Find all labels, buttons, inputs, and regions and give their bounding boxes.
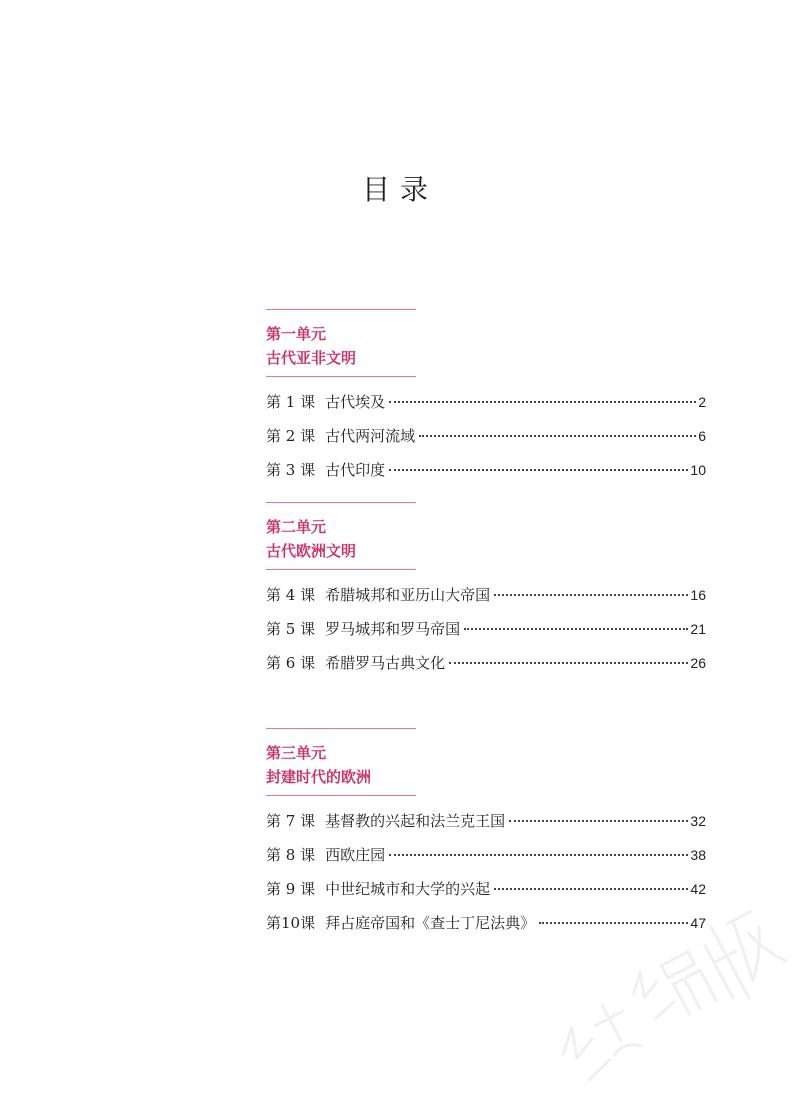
page-number: 47 xyxy=(690,915,706,931)
lesson-entry[interactable] xyxy=(266,391,706,425)
dot-leader xyxy=(419,435,696,437)
lesson-title: 古代印度 xyxy=(325,461,386,479)
dot-leader xyxy=(494,594,688,596)
lesson-entry[interactable] xyxy=(266,459,706,493)
dot-leader xyxy=(464,628,688,630)
lesson-list xyxy=(266,391,706,493)
unit-heading: 第二单元 xyxy=(266,518,327,536)
watermark-logo xyxy=(520,850,800,1110)
unit-name: 封建时代的欧洲 xyxy=(266,768,372,786)
page-number: 21 xyxy=(690,621,706,637)
lesson-entry[interactable] xyxy=(266,810,706,844)
lesson-number: 第 1 课 xyxy=(266,393,316,411)
lesson-number: 第 4 课 xyxy=(266,586,316,604)
page-number: 42 xyxy=(690,881,706,897)
page-number: 6 xyxy=(698,428,706,444)
page-number: 32 xyxy=(690,813,706,829)
lesson-title: 中世纪城市和大学的兴起 xyxy=(325,880,491,898)
lesson-title: 拜占庭帝国和《查士丁尼法典》 xyxy=(325,914,536,932)
lesson-title: 古代埃及 xyxy=(325,393,386,411)
page-number: 26 xyxy=(690,655,706,671)
lesson-number: 第 7 课 xyxy=(266,812,316,830)
unit-top-rule xyxy=(266,728,416,729)
lesson-entry[interactable] xyxy=(266,584,706,618)
dot-leader xyxy=(389,469,688,471)
lesson-number: 第 9 课 xyxy=(266,880,316,898)
lesson-title: 西欧庄园 xyxy=(325,846,386,864)
unit-top-rule xyxy=(266,309,416,310)
lesson-entry[interactable] xyxy=(266,425,706,459)
lesson-number: 第 2 课 xyxy=(266,427,316,445)
page-title: 目录 xyxy=(361,173,438,206)
lesson-entry[interactable] xyxy=(266,652,706,686)
lesson-number: 第 5 课 xyxy=(266,620,316,638)
page-number: 2 xyxy=(698,394,706,410)
lesson-title: 希腊城邦和亚历山大帝国 xyxy=(325,586,491,604)
lesson-title: 希腊罗马古典文化 xyxy=(325,654,446,672)
unit-bottom-rule xyxy=(266,376,416,377)
lesson-number: 第 8 课 xyxy=(266,846,316,864)
unit-heading: 第一单元 xyxy=(266,325,327,343)
lesson-title: 罗马城邦和罗马帝国 xyxy=(325,620,461,638)
lesson-number: 第 3 课 xyxy=(266,461,316,479)
lesson-title: 古代两河流域 xyxy=(325,427,416,445)
lesson-title: 基督教的兴起和法兰克王国 xyxy=(325,812,506,830)
lesson-entry[interactable] xyxy=(266,618,706,652)
lesson-number: 第 6 课 xyxy=(266,654,316,672)
lesson-number: 第10课 xyxy=(266,914,316,932)
page-number: 38 xyxy=(690,847,706,863)
unit-bottom-rule xyxy=(266,569,416,570)
page-number: 10 xyxy=(690,462,706,478)
unit-1 xyxy=(266,309,706,493)
lesson-list xyxy=(266,584,706,686)
page-number: 16 xyxy=(690,587,706,603)
unit-bottom-rule xyxy=(266,795,416,796)
dot-leader xyxy=(449,662,688,664)
dot-leader xyxy=(389,401,696,403)
unit-top-rule xyxy=(266,502,416,503)
unit-name: 古代欧洲文明 xyxy=(266,542,357,560)
unit-heading: 第三单元 xyxy=(266,744,327,762)
unit-name: 古代亚非文明 xyxy=(266,349,357,367)
dot-leader xyxy=(509,820,688,822)
unit-2 xyxy=(266,502,706,686)
